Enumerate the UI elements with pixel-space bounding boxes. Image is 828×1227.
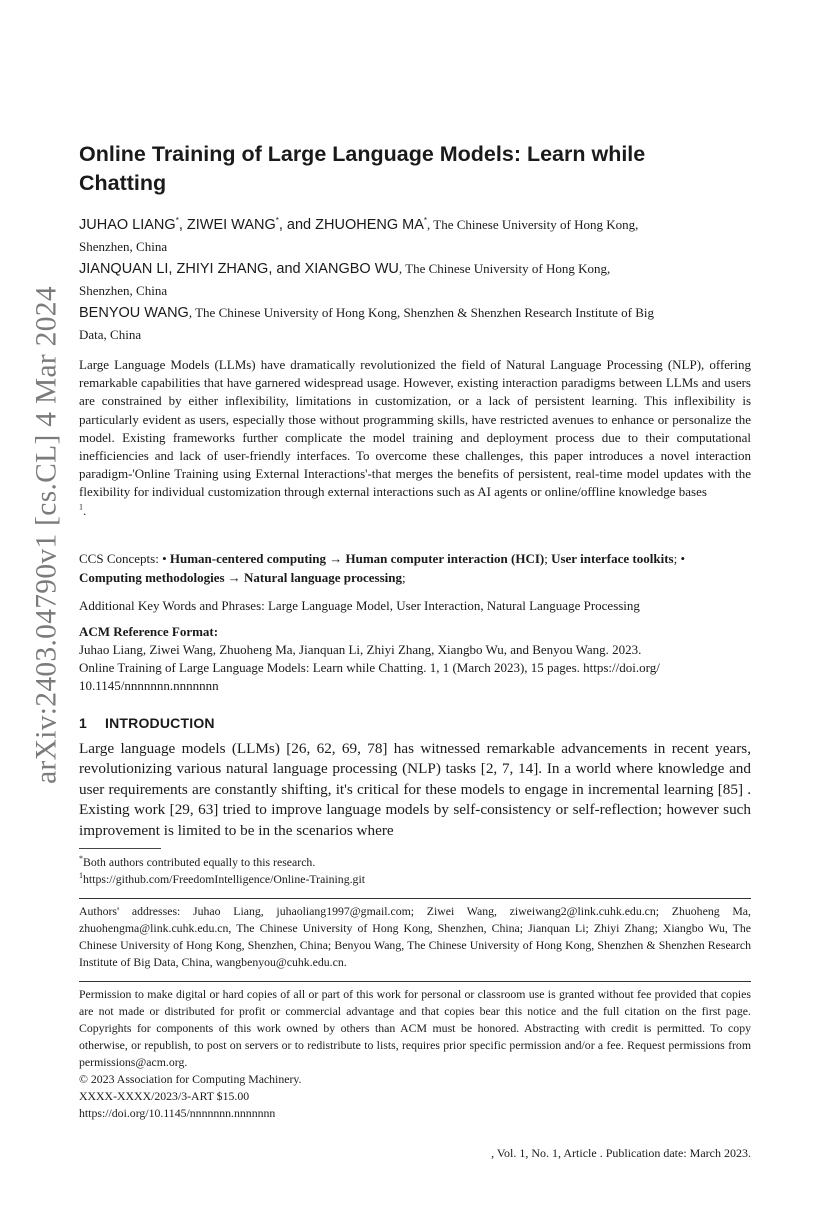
author-group-1 [79,214,751,258]
ccs-end: ; [401,569,406,585]
author-names-1 [79,217,427,233]
abstract-end: . [83,502,87,518]
ccs-concept-ui-toolkits: User interface toolkits [551,551,674,566]
footnotes [79,854,751,888]
author-group-2 [79,258,751,302]
acm-reference-heading: ACM Reference Format: [79,624,219,639]
section-number: 1 [79,715,87,731]
affiliation-3: , The Chinese University of Hong Kong, Shenzhen & Shenzhen Research Institute of Big [188,305,654,320]
ccs-concept-nlp: Computing methodologies → Natural language processing [79,569,402,585]
footnote-equal-contribution [79,854,751,871]
author-addresses: Authors' addresses: Juhao Liang, juhaoliang1997@gmail.com; Ziwei Wang, ziweiwang2@link.cuhk.edu.cn; Zhuoheng Ma, zhuohengma@link.cuhk.edu.cn, The Chinese University of Hong Kong, Shenzhen, China; Jianquan Li; Zhiyi Zhang; Xiangbo Wu, The Chinese University of Hong Kong, Shenzhen, China; Benyou Wang, The Chinese University of Hong Kong, Shenzhen & Shenzhen Research Institute of Big Data, China, wangbenyou@cuhk.edu.cn. [79,904,751,969]
equal-contrib-mark: * [175,216,179,226]
footnote-ref-1[interactable]: 1 [79,502,83,512]
affiliation-2-cont: Shenzhen, China [79,283,168,298]
arxiv-identifier-text: arXiv:2403.04790v1 [cs.CL] 4 Mar 2024 [30,286,63,784]
abstract [79,356,751,520]
footnote-rule [79,848,161,849]
permission-text: Permission to make digital or hard copies of all or part of this work for personal or classroom use is granted without fee provided that copies are not made or distributed for profit or commercial advantage and that copies bear this notice and the full citation on the first page. Copyrights for components of this work owned by others than ACM must be honored. Abstracting with credit is permitted. To copy otherwise, or republish, to post on servers or to redistribute to lists, requires prior specific permission and/or a fee. Request permissions from permissions@acm.org. [79,987,751,1069]
section-heading-introduction [79,715,751,731]
issn-line: XXXX-XXXX/2023/3-ART $15.00 [79,1089,250,1103]
author-names-3: BENYOU WANG [79,305,189,321]
abstract-text: Large Language Models (LLMs) have dramatically revolutionized the field of Natural Language Processing (NLP), offering remarkable capabilities that have garnered widespread usage. However, existing interaction paradigms between LLMs and users are constrained by either inflexibility, limitations in customization, or a lack of persistent learning. This inflexibility is particularly evident as users, especially those without programming skills, have restricted avenues to enhance or personalize the model. Existing frameworks further complicate the model training and deployment process due to their computational inefficiencies and lack of user-friendly interfaces. To overcome these challenges, this paper introduces a novel interaction paradigm-'Online Training using External Interactions'-that merges the benefits of persistent, real-time model updates with the flexibility for individual customization through external interactions such as AI agents or online/offline knowledge bases [79,357,751,500]
ccs-concept-hci: Human-centered computing → Human computer interaction (HCI) [169,551,545,566]
affiliation-3-cont: Data, China [79,327,142,342]
author-ziwei-wang: , ZIWEI WANG [178,217,276,233]
equal-contrib-mark: * [423,216,428,226]
arxiv-identifier-stamp [26,240,68,830]
affiliation-1: , The Chinese University of Hong Kong, [427,217,639,232]
ccs-concepts [79,550,751,587]
keywords: Additional Key Words and Phrases: Large Language Model, User Interaction, Natural Language Processing [79,598,640,613]
divider [79,981,751,982]
introduction-body: Large language models (LLMs) [26, 62, 69, 78] has witnessed remarkable advancements in recent years, revolutionizing various natural language processing (NLP) tasks [2, 7, 14]. In a world where knowledge and user requirements are constantly shifting, it's critical for these models to engage in incremental learning [85] . Existing work [29, 63] tried to improve language models by self-consistency or self-reflection; however such improvement is limited to be in the scenarios where [79,740,751,839]
footnote-text: Both authors contributed equally to this research. [83,855,316,869]
author-block [79,214,751,346]
footnote-mark: 1 [79,871,83,881]
acm-reference-format [79,623,751,695]
author-juhao-liang: JUHAO LIANG [79,217,176,233]
ccs-separator: ; [673,551,681,566]
ccs-bullet: • [162,551,170,566]
footnote-1 [79,871,751,888]
section-title: INTRODUCTION [105,715,215,731]
paper-title [79,140,751,198]
footnote-link[interactable]: https://github.com/FreedomIntelligence/Online-Training.git [83,872,365,886]
acm-reference-line-2: Online Training of Large Language Models: Learn while Chatting. 1, 1 (March 2023), 15 pages. https://doi.org/ [79,660,660,675]
ccs-separator: ; [544,551,552,566]
author-names-2: JIANQUAN LI, ZHIYI ZHANG, and XIANGBO WU [79,261,399,277]
title-line-2: Chatting [79,171,167,195]
affiliation-1-cont: Shenzhen, China [79,239,168,254]
acm-reference-line-1: Juhao Liang, Ziwei Wang, Zhuoheng Ma, Jianquan Li, Zhiyi Zhang, Xiangbo Wu, and Benyou Wang. 2023. [79,642,642,657]
equal-contrib-mark: * [275,216,279,226]
acm-reference-line-3: 10.1145/nnnnnnn.nnnnnnn [79,678,219,693]
ccs-label: CCS Concepts: [79,551,163,566]
ccs-bullet: • [680,551,686,566]
author-zhuoheng-ma: , and ZHUOHENG MA [278,217,424,233]
copyright-line: © 2023 Association for Computing Machinery. [79,1072,302,1086]
affiliation-2: , The Chinese University of Hong Kong, [398,261,611,276]
divider [79,898,751,899]
author-group-3 [79,302,751,346]
doi-link[interactable]: https://doi.org/10.1145/nnnnnnn.nnnnnnn [79,1106,276,1120]
footnote-mark: * [79,854,83,864]
permission-notice [79,986,751,1122]
page-footer: , Vol. 1, No. 1, Article . Publication date: March 2023. [491,1146,751,1160]
title-line-1: Online Training of Large Language Models: Learn while [79,142,646,166]
